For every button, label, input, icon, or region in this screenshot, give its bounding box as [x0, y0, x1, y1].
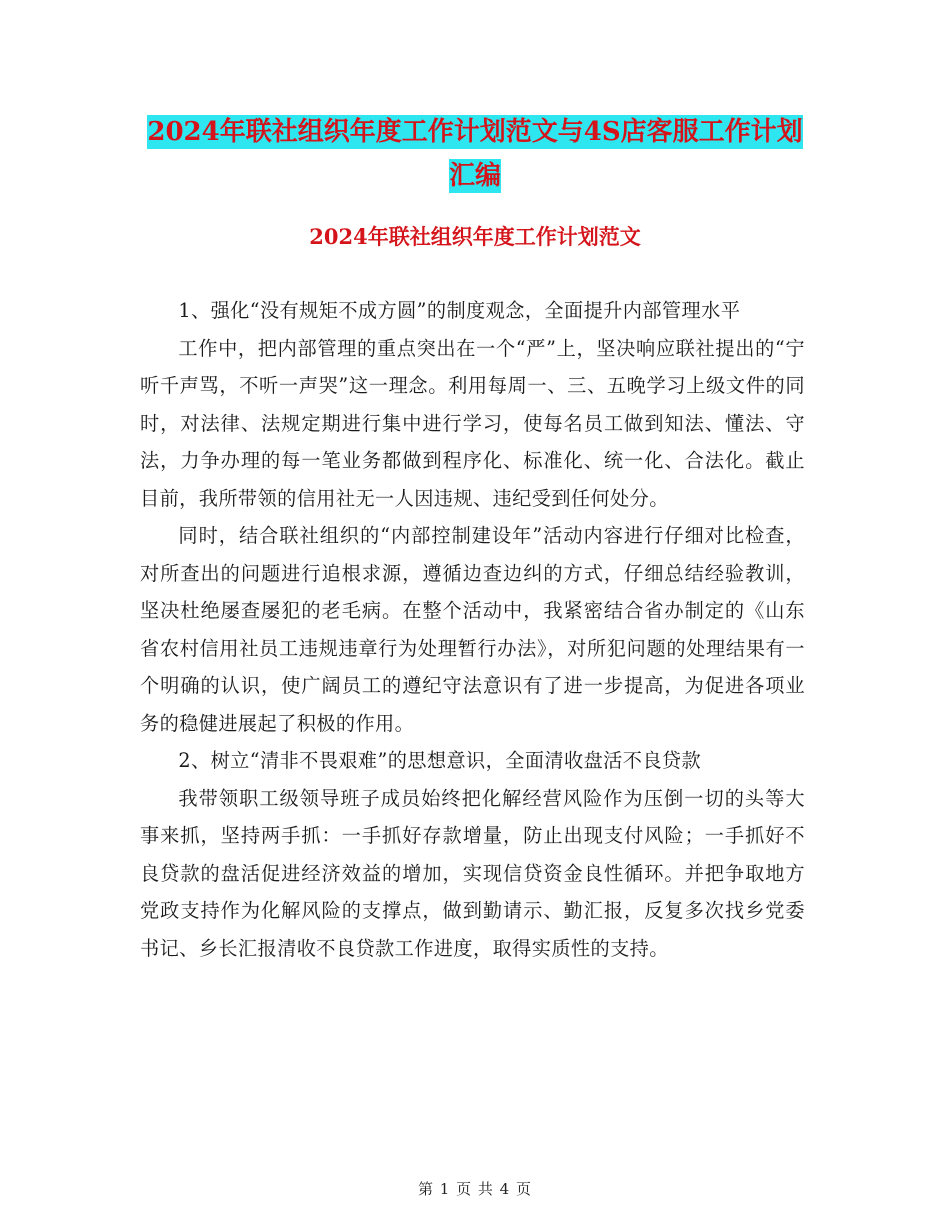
page-footer: 第 1 页 共 4 页 [418, 1180, 532, 1198]
section-heading-1: 1、强化“没有规矩不成方圆”的制度观念，全面提升内部管理水平 [178, 299, 741, 322]
body-paragraph: 同时，结合联社组织的“内部控制建设年”活动内容进行仔细对比检查，对所查出的问题进行追根求源，遵循边查边纠的方式，仔细总结经验教训，坚决杜绝屡查屡犯的老毛病。在整个活动中，我紧密结合省办制定的《山东省农村信用社员工违规违章行为处理暂行办法》，对所犯问题的处理结果有一个明确的认识，使广阔员工的遵纪守法意识有了进一步提高，为促进各项业务的稳健进展起了积极的作用。 [140, 524, 805, 735]
body-paragraph: 我带领职工级领导班子成员始终把化解经营风险作为压倒一切的头等大事来抓，坚持两手抓：一手抓好存款增量，防止出现支付风险；一手抓好不良贷款的盘活促进经济效益的增加，实现信贷资金良性循环。并把争取地方党政支持作为化解风险的支撑点，做到勤请示、勤汇报，反复多次找乡党委书记、乡长汇报清收不良贷款工作进度，取得实质性的支持。 [140, 786, 805, 960]
document-title-block [140, 110, 810, 198]
section-subtitle: 2024年联社组织年度工作计划范文 [309, 224, 641, 249]
body-paragraph: 工作中，把内部管理的重点突出在一个“严”上，坚决响应联社提出的“宁听千声骂，不听一声哭”这一理念。利用每周一、三、五晚学习上级文件的同时，对法律、法规定期进行集中进行学习，使每名员工做到知法、懂法、守法，力争办理的每一笔业务都做到程序化、标准化、统一化、合法化。截止目前，我所带领的信用社无一人因违规、违纪受到任何处分。 [140, 336, 805, 510]
section-heading-2: 2、树立“清非不畏艰难”的思想意识，全面清收盘活不良贷款 [178, 749, 702, 772]
document-title: 2024年联社组织年度工作计划范文与4S店客服工作计划汇编 [147, 117, 803, 191]
document-body [140, 292, 805, 967]
